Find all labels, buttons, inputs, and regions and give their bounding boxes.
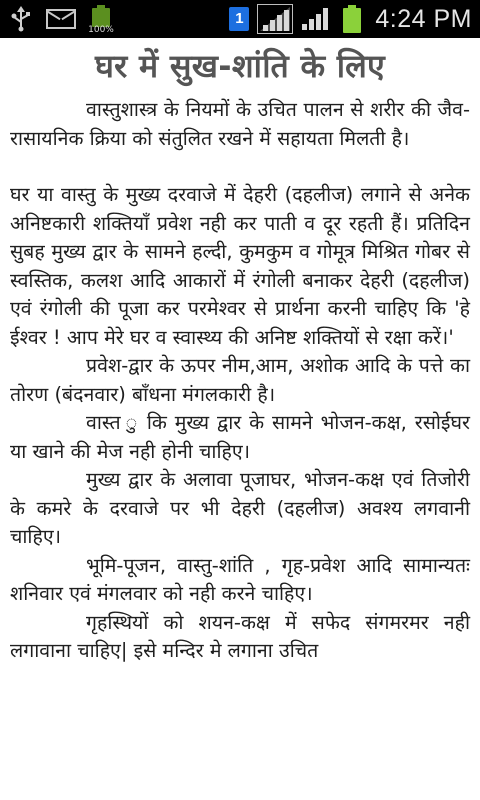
mail-icon (46, 9, 76, 29)
paragraph: घर या वास्तु के मुख्य दरवाजे में देहरी (दहलीज) लगाने से अनेक अनिष्टकारी शक्तियाँ प्रवेश नही कर पाती व दूर रहती हैं। प्रतिदिन सुबह मुख्य द्वार के सामने हल्दी, कुमकुम व गोमूत्र मिश्रित गोबर से स्वस्तिक, कलश आदि आकारों में रंगोली बनाकर देहरी (दहलीज) एवं रंगोली की पूजा कर परमेश्वर से प्रार्थना करनी चाहिए कि 'हे ईश्वर ! आप मेरे घर व स्वास्थ्य की अनिष्ट शक्तियों से रक्षा करें।' (10, 183, 470, 349)
paragraph: गृहस्थियों को शयन-कक्ष में सफेद संगमरमर नही लगावाना चाहिए| इसे मन्दिर मे लगाना उचित (10, 610, 470, 662)
paragraph: वास्त ु कि मुख्य द्वार के सामने भोजन-कक्ष, रसोईघर या खाने की मेज नही होनी चाहिए। (10, 411, 470, 463)
article (10, 38, 470, 666)
battery-icon (90, 5, 112, 33)
status-bar-system (229, 4, 472, 34)
signal-icon (301, 4, 335, 34)
usb-icon (10, 6, 32, 32)
battery-icon (343, 5, 361, 33)
sim-icon: 1 (229, 7, 249, 31)
status-bar-notifications (10, 4, 112, 34)
paragraph: वास्तुशास्त्र के नियमों के उचित पालन से शरीर की जैव-रासायनिक क्रिया को संतुलित रखने में सहायता मिलती है। (10, 98, 470, 150)
paragraph: मुख्य द्वार के अलावा पूजाघर, भोजन-कक्ष एवं तिजोरी के कमरे के दरवाजे पर भी देहरी (दहलीज) अवश्य लगवानी चाहिए। (10, 468, 470, 548)
status-bar (0, 0, 480, 38)
clock: 4:24 PM (375, 4, 472, 33)
paragraph: भूमि-पूजन, वास्तु-शांति , गृह-प्रवेश आदि सामान्यतः शनिवार एवं मंगलवार को नही करने चाहिए। (10, 553, 470, 605)
paragraph: प्रवेश-द्वार के ऊपर नीम,आम, अशोक आदि के पत्ते का तोरण (बंदनवार) बाँधना मंगलकारी है। (10, 354, 470, 406)
page-title: घर में सुख-शांति के लिए (94, 47, 386, 85)
signal-icon (257, 4, 293, 34)
paragraph-spacer (10, 153, 470, 181)
battery-percent-label: 100% (88, 25, 114, 35)
